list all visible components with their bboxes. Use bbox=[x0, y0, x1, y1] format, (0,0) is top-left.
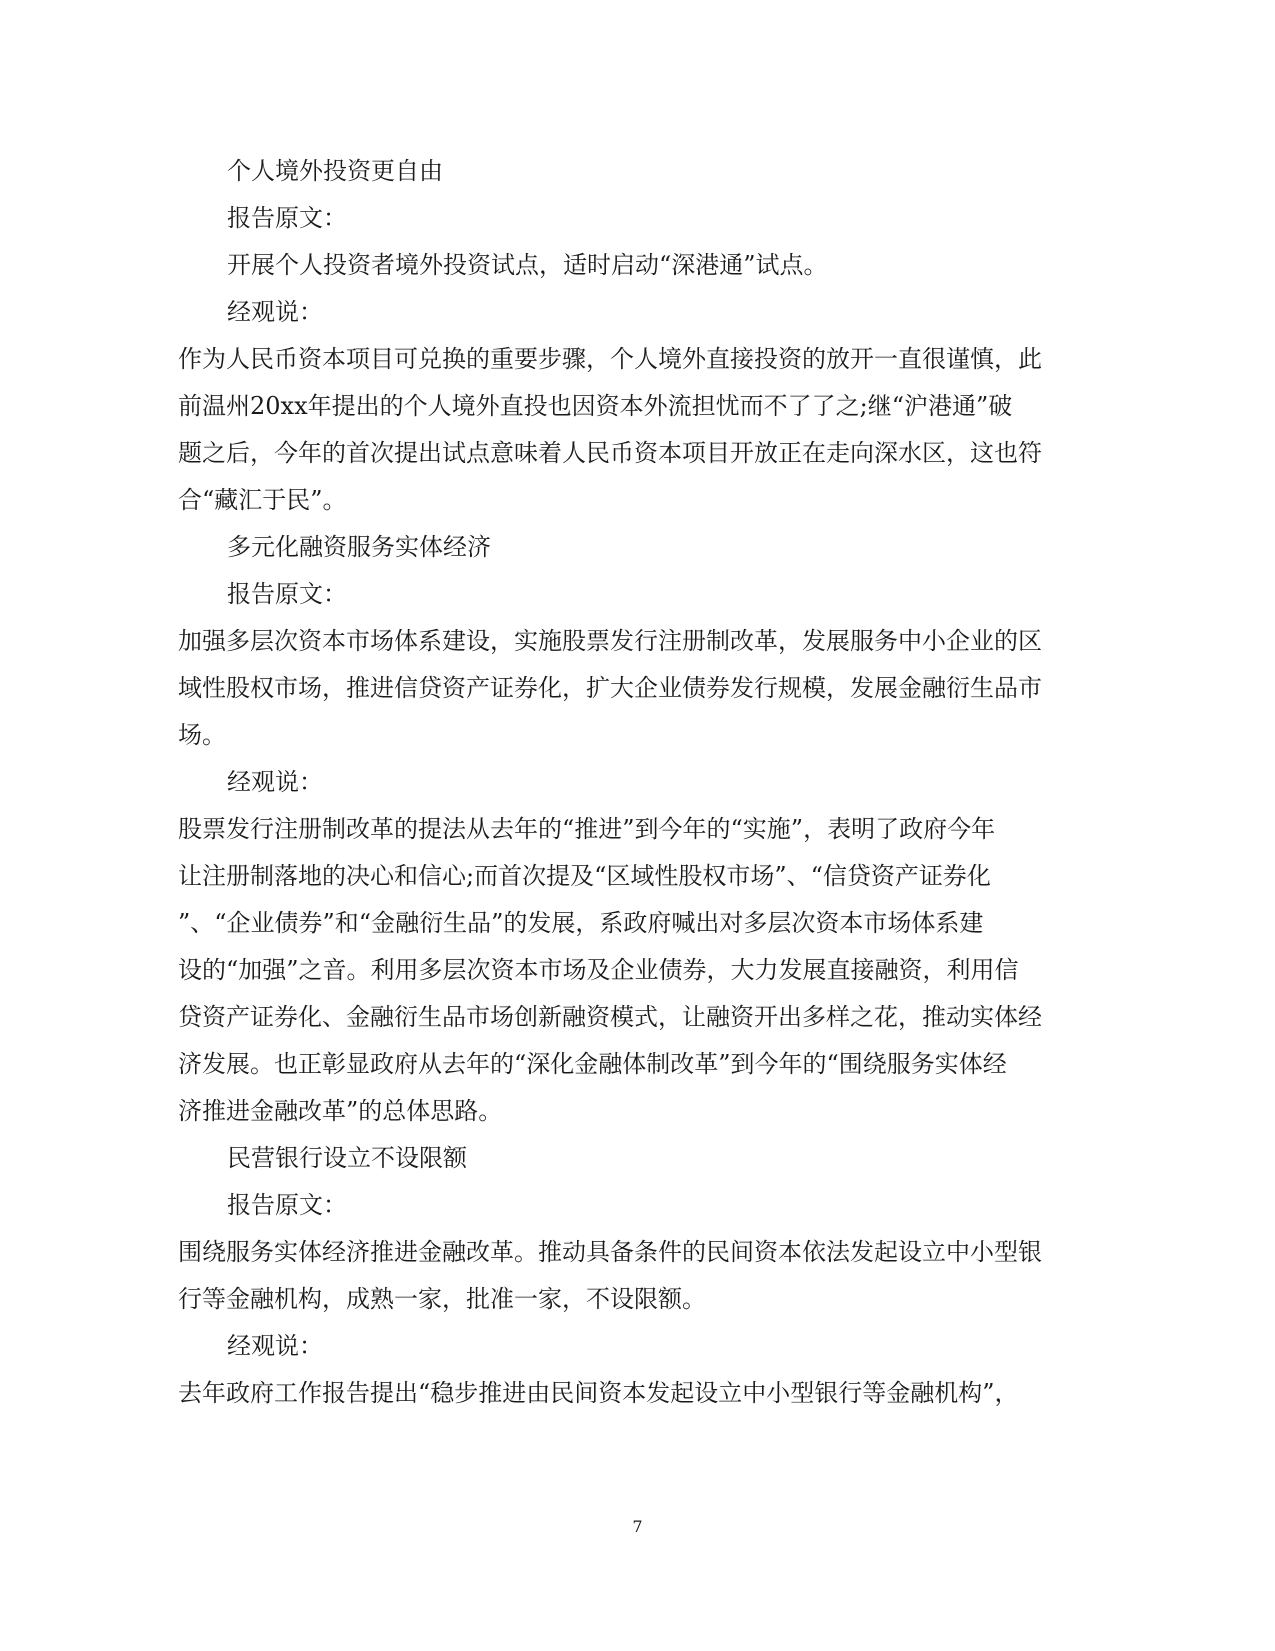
commentary-text-line: 前温州20xx年提出的个人境外直投也因资本外流担忧而不了了之;继“沪港通”破 bbox=[178, 392, 1013, 420]
commentary-text-line: ”、“企业债券”和“金融衍生品”的发展，系政府喊出对多层次资本市场体系建 bbox=[178, 909, 984, 937]
report-original-text-line: 加强多层次资本市场体系建设，实施股票发行注册制改革，发展服务中小企业的区 bbox=[178, 627, 1042, 655]
commentary-label: 经观说： bbox=[227, 298, 323, 326]
commentary-label: 经观说： bbox=[227, 768, 323, 796]
commentary-text-line: 济推进金融改革”的总体思路。 bbox=[178, 1097, 503, 1125]
body-text bbox=[178, 148, 1044, 1417]
report-original-text-line: 场。 bbox=[178, 721, 226, 749]
report-original-text-line: 域性股权市场，推进信贷资产证券化，扩大企业债券发行规模，发展金融衍生品市 bbox=[178, 674, 1042, 702]
section-heading-diversified-financing: 多元化融资服务实体经济 bbox=[227, 533, 491, 561]
commentary-text-line: 让注册制落地的决心和信心;而首次提及“区域性股权市场”、“信贷资产证券化 bbox=[178, 862, 991, 890]
section-heading-overseas-investment: 个人境外投资更自由 bbox=[227, 157, 443, 185]
commentary-text-line: 合“藏汇于民”。 bbox=[178, 486, 347, 514]
report-original-label: 报告原文： bbox=[227, 204, 347, 232]
report-original-text-line: 围绕服务实体经济推进金融改革。推动具备条件的民间资本依法发起设立中小型银 bbox=[178, 1238, 1042, 1266]
commentary-text-line: 去年政府工作报告提出“稳步推进由民间资本发起设立中小型银行等金融机构”， bbox=[178, 1379, 1019, 1407]
commentary-text-line: 作为人民币资本项目可兑换的重要步骤，个人境外直接投资的放开一直很谨慎，此 bbox=[178, 345, 1042, 373]
commentary-label: 经观说： bbox=[227, 1332, 323, 1360]
report-original-label: 报告原文： bbox=[227, 1191, 347, 1219]
commentary-text-line: 设的“加强”之音。利用多层次资本市场及企业债券，大力发展直接融资，利用信 bbox=[178, 956, 1019, 984]
report-original-text-line: 行等金融机构，成熟一家，批准一家，不设限额。 bbox=[178, 1285, 706, 1313]
report-original-label: 报告原文： bbox=[227, 580, 347, 608]
section-heading-private-banks: 民营银行设立不设限额 bbox=[227, 1144, 467, 1172]
commentary-text-line: 济发展。也正彰显政府从去年的“深化金融体制改革”到今年的“围绕服务实体经 bbox=[178, 1050, 1007, 1078]
commentary-text-line: 股票发行注册制改革的提法从去年的“推进”到今年的“实施”，表明了政府今年 bbox=[178, 815, 996, 843]
commentary-text-line: 贷资产证券化、金融衍生品市场创新融资模式，让融资开出多样之花，推动实体经 bbox=[178, 1003, 1042, 1031]
report-original-text: 开展个人投资者境外投资试点，适时启动“深港通”试点。 bbox=[227, 251, 828, 279]
page-number: 7 bbox=[632, 1517, 643, 1536]
commentary-text-line: 题之后，今年的首次提出试点意味着人民币资本项目开放正在走向深水区，这也符 bbox=[178, 439, 1042, 467]
